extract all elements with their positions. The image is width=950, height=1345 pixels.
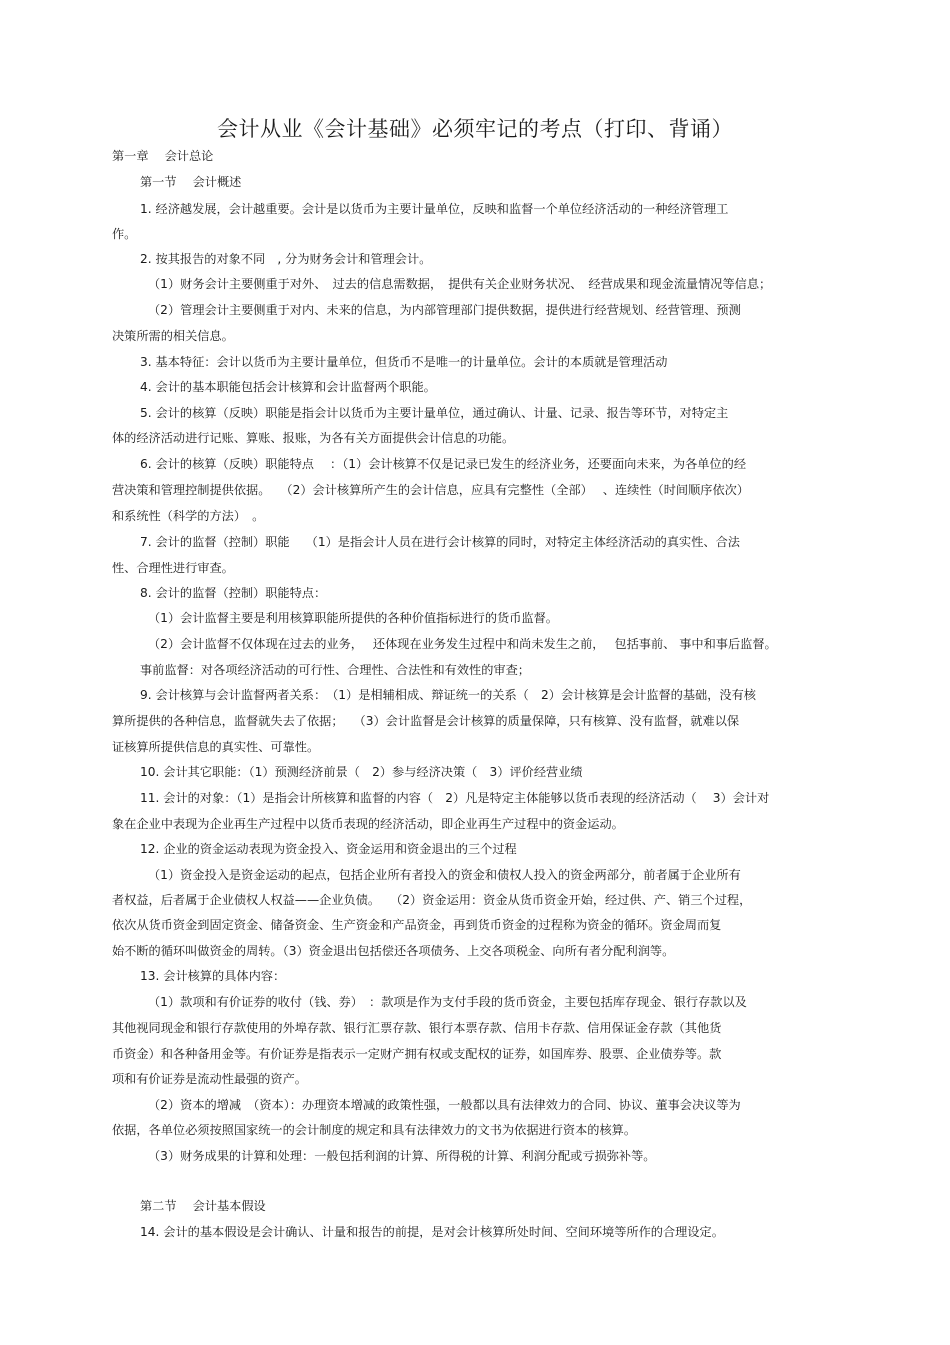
paragraph-line: 11. 会计的对象：（1）是指会计所核算和监督的内容（ 2）凡是特定主体能够以货币表现的经济活动（ 3）会计对 xyxy=(140,791,770,805)
paragraph-line: 和系统性（科学的方法） 。 xyxy=(112,509,265,523)
paragraph-line: （1）款项和有价证券的收付（钱、券） ：款项是作为支付手段的货币资金，主要包括库存现金、银行存款以及 xyxy=(148,995,747,1009)
paragraph-line: 12. 企业的资金运动表现为资金投入、资金运用和资金退出的三个过程 xyxy=(140,842,517,856)
paragraph-line: 事前监督：对各项经济活动的可行性、合理性、合法性和有效性的审查； xyxy=(140,663,530,677)
paragraph-line: 象在企业中表现为企业再生产过程中以货币表现的经济活动，即企业再生产过程中的资金运动。 xyxy=(112,817,624,831)
paragraph-line: （3）财务成果的计算和处理：一般包括利润的计算、所得税的计算、利润分配或亏损弥补等。 xyxy=(148,1149,656,1163)
paragraph-line: 其他视同现金和银行存款使用的外埠存款、银行汇票存款、银行本票存款、信用卡存款、信用保证金存款（其他货 xyxy=(112,1021,722,1035)
paragraph-line: 算所提供的各种信息，监督就失去了依据； （3）会计监督是会计核算的质量保障，只有核算、没有监督，就难以保 xyxy=(112,714,740,728)
paragraph-line: （1）会计监督主要是利用核算职能所提供的各种价值指标进行的货币监督。 xyxy=(148,611,558,625)
paragraph-line: （2）会计监督不仅体现在过去的业务， 还体现在业务发生过程中和尚未发生之前， 包括事前、 事中和事后监督。 xyxy=(148,637,777,651)
paragraph-line: 4. 会计的基本职能包括会计核算和会计监督两个职能。 xyxy=(140,380,436,394)
paragraph-line: 9. 会计核算与会计监督两者关系： （1）是相辅相成、辩证统一的关系（ 2）会计核算是会计监督的基础，没有核 xyxy=(140,688,756,702)
section-heading: 第一节 会计概述 xyxy=(140,175,242,189)
paragraph-line: 1. 经济越发展，会计越重要。会计是以货币为主要计量单位，反映和监督一个单位经济活动的一种经济管理工 xyxy=(140,202,729,216)
paragraph-line: 作。 xyxy=(112,227,137,241)
paragraph-line: 体的经济活动进行记账、算账、报账，为各有关方面提供会计信息的功能。 xyxy=(112,431,515,445)
paragraph-line: 5. 会计的核算（反映）职能是指会计以货币为主要计量单位，通过确认、计量、记录、报告等环节，对特定主 xyxy=(140,406,729,420)
paragraph-line: 10. 会计其它职能：（1）预测经济前景（ 2）参与经济决策（ 3）评价经营业绩 xyxy=(140,765,583,779)
paragraph-line: 依据，各单位必须按照国家统一的会计制度的规定和具有法律效力的文书为依据进行资本的核算。 xyxy=(112,1123,637,1137)
paragraph-line: 营决策和管理控制提供依据。 （2）会计核算所产生的会计信息，应具有完整性（全部） 、连续性（时间顺序依次） xyxy=(112,483,750,497)
paragraph-line: （2）资本的增减 （资本）：办理资本增减的政策性强，一般都以具有法律效力的合同、协议、董事会决议等为 xyxy=(148,1098,741,1112)
chapter-heading: 第一章 会计总论 xyxy=(112,149,214,163)
paragraph-line: 币资金）和各种备用金等。有价证券是指表示一定财产拥有权或支配权的证券，如国库券、股票、企业债券等。款 xyxy=(112,1047,722,1061)
paragraph-line: 8. 会计的监督（控制）职能特点： xyxy=(140,586,327,600)
paragraph-line: 性、合理性进行审查。 xyxy=(112,561,234,575)
section-heading: 第二节 会计基本假设 xyxy=(140,1199,266,1213)
paragraph-line: 始不断的循环叫做资金的周转。（3）资金退出包括偿还各项债务、上交各项税金、向所有者分配利润等。 xyxy=(112,944,675,958)
paragraph-line: 决策所需的相关信息。 xyxy=(112,329,234,343)
paragraph-line: （2）管理会计主要侧重于对内、未来的信息，为内部管理部门提供数据，提供进行经营规划、经营管理、预测 xyxy=(148,303,741,317)
paragraph-line: 项和有价证券是流动性最强的资产。 xyxy=(112,1072,307,1086)
paragraph-line: 6. 会计的核算（反映）职能特点 ：（1）会计核算不仅是记录已发生的经济业务，还要面向未来，为各单位的经 xyxy=(140,457,747,471)
paragraph-line: 3. 基本特征：会计以货币为主要计量单位，但货币不是唯一的计量单位。会计的本质就是管理活动 xyxy=(140,355,668,369)
paragraph-line: 依次从货币资金到固定资金、储备资金、生产资金和产品资金，再到货币资金的过程称为资金的循环。资金周而复 xyxy=(112,918,722,932)
paragraph-line: 证核算所提供信息的真实性、可靠性。 xyxy=(112,740,320,754)
paragraph-line: 14. 会计的基本假设是会计确认、计量和报告的前提，是对会计核算所处时间、空间环境等所作的合理设定。 xyxy=(140,1225,724,1239)
paragraph-line: （1）财务会计主要侧重于对外、 过去的信息需数据， 提供有关企业财务状况、 经营成果和现金流量情况等信息； xyxy=(148,277,772,291)
paragraph-line: 者权益，后者属于企业债权人权益——企业负债。 （2）资金运用：资金从货币资金开始，经过供、产、销三个过程， xyxy=(112,893,752,907)
paragraph-line: （1）资金投入是资金运动的起点，包括企业所有者投入的资金和债权人投入的资金两部分，前者属于企业所有 xyxy=(148,868,741,882)
paragraph-line: 2. 按其报告的对象不同 , 分为财务会计和管理会计。 xyxy=(140,252,432,266)
paragraph-line: 13. 会计核算的具体内容： xyxy=(140,969,286,983)
document-title: 会计从业《会计基础》必须牢记的考点（打印、背诵） xyxy=(217,117,733,141)
paragraph-line: 7. 会计的监督（控制）职能 （1）是指会计人员在进行会计核算的同时，对特定主体经济活动的真实性、合法 xyxy=(140,535,740,549)
